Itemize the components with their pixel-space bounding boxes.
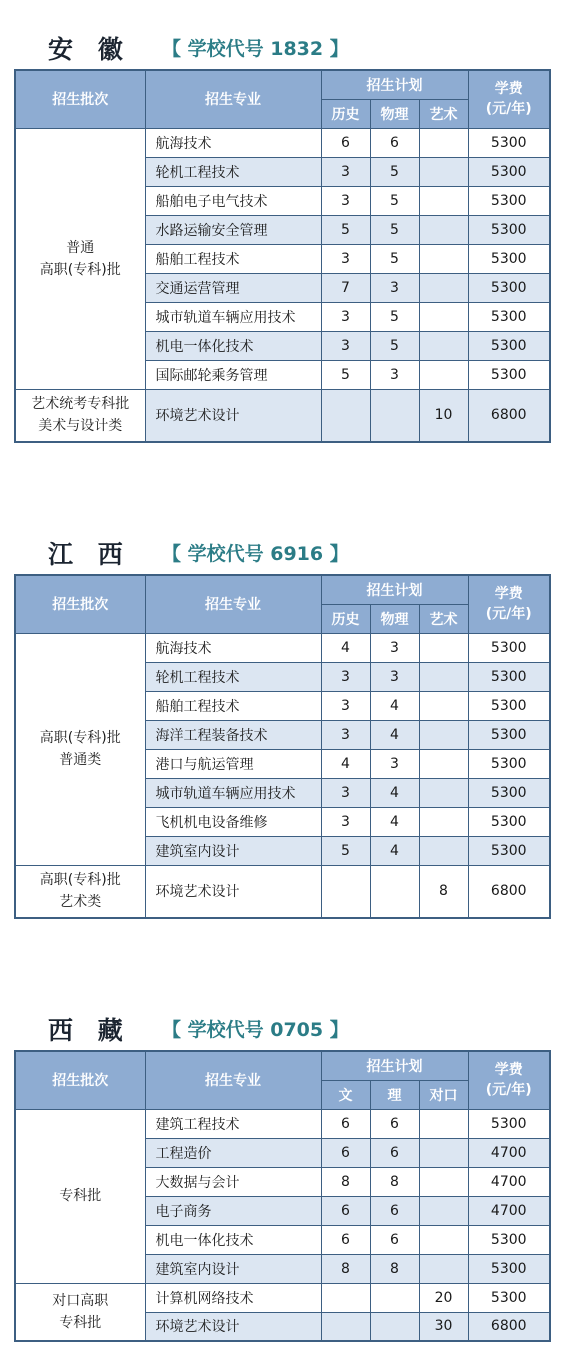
plan-cell-3: 20	[419, 1283, 468, 1312]
plan-cell-2: 8	[370, 1254, 419, 1283]
plan-cell-1: 6	[321, 128, 370, 157]
fee-cell: 5300	[468, 302, 550, 331]
plan-cell-2	[370, 865, 419, 918]
plan-cell-1	[321, 1283, 370, 1312]
plan-cell-3	[419, 244, 468, 273]
plan-cell-1: 3	[321, 331, 370, 360]
plan-cell-1: 3	[321, 720, 370, 749]
header-fee-label: 学费	[494, 1062, 523, 1079]
header-row	[15, 1051, 550, 1080]
header-fee	[468, 575, 550, 633]
plan-cell-3	[419, 128, 468, 157]
major-cell: 建筑室内设计	[145, 1254, 321, 1283]
plan-cell-2: 5	[370, 215, 419, 244]
fee-cell: 6800	[468, 389, 550, 442]
batch-line: 专科批	[59, 1188, 102, 1204]
header-plan-column: 物理	[370, 604, 419, 633]
plan-cell-3	[419, 1254, 468, 1283]
plan-cell-1: 4	[321, 633, 370, 662]
plan-cell-1: 6	[321, 1196, 370, 1225]
header-row	[15, 575, 550, 604]
major-cell: 轮机工程技术	[145, 157, 321, 186]
plan-cell-3	[419, 273, 468, 302]
plan-cell-2: 5	[370, 186, 419, 215]
major-cell: 工程造价	[145, 1138, 321, 1167]
plan-cell-2: 3	[370, 360, 419, 389]
plan-cell-2: 4	[370, 720, 419, 749]
plan-cell-3	[419, 331, 468, 360]
header-fee	[468, 70, 550, 128]
plan-cell-1: 5	[321, 360, 370, 389]
major-cell: 机电一体化技术	[145, 1225, 321, 1254]
major-cell: 大数据与会计	[145, 1167, 321, 1196]
fee-cell: 5300	[468, 749, 550, 778]
batch-line: 普通类	[59, 752, 102, 768]
plan-cell-3	[419, 1167, 468, 1196]
fee-cell: 5300	[468, 720, 550, 749]
plan-cell-1: 4	[321, 749, 370, 778]
header-plan-column: 艺术	[419, 99, 468, 128]
plan-cell-2: 4	[370, 691, 419, 720]
major-cell: 国际邮轮乘务管理	[145, 360, 321, 389]
table-row	[15, 1283, 550, 1312]
plan-cell-2: 4	[370, 778, 419, 807]
major-cell: 城市轨道车辆应用技术	[145, 778, 321, 807]
plan-cell-3	[419, 691, 468, 720]
fee-cell: 6800	[468, 1312, 550, 1341]
plan-cell-3: 10	[419, 389, 468, 442]
major-cell: 轮机工程技术	[145, 662, 321, 691]
plan-cell-2: 5	[370, 157, 419, 186]
plan-cell-3	[419, 778, 468, 807]
plan-cell-2: 4	[370, 836, 419, 865]
header-fee-unit: (元/年)	[485, 606, 532, 623]
plan-cell-3: 30	[419, 1312, 468, 1341]
fee-cell: 5300	[468, 273, 550, 302]
header-major: 招生专业	[145, 70, 321, 128]
school-code: 【 学校代号 0705 】	[162, 1019, 349, 1041]
plan-cell-2: 5	[370, 331, 419, 360]
plan-cell-1: 3	[321, 244, 370, 273]
plan-cell-3	[419, 1109, 468, 1138]
major-cell: 计算机网络技术	[145, 1283, 321, 1312]
plan-cell-3	[419, 1138, 468, 1167]
fee-cell: 5300	[468, 633, 550, 662]
plan-cell-2: 3	[370, 662, 419, 691]
plan-cell-1: 8	[321, 1254, 370, 1283]
header-fee-label: 学费	[494, 586, 523, 603]
plan-cell-1: 3	[321, 778, 370, 807]
plan-cell-2: 6	[370, 1225, 419, 1254]
header-plan-column: 物理	[370, 99, 419, 128]
fee-cell: 5300	[468, 244, 550, 273]
province-section	[0, 28, 565, 435]
batch-cell	[15, 1109, 145, 1283]
province-name: 西 藏	[48, 1016, 131, 1045]
fee-cell: 5300	[468, 778, 550, 807]
plan-cell-1: 5	[321, 215, 370, 244]
fee-cell: 5300	[468, 186, 550, 215]
plan-cell-3	[419, 720, 468, 749]
major-cell: 建筑室内设计	[145, 836, 321, 865]
batch-cell	[15, 389, 145, 442]
plan-cell-1: 3	[321, 662, 370, 691]
header-fee-unit: (元/年)	[485, 101, 532, 118]
fee-cell: 5300	[468, 1283, 550, 1312]
plan-cell-2	[370, 389, 419, 442]
plan-cell-2: 3	[370, 749, 419, 778]
plan-cell-2: 6	[370, 128, 419, 157]
plan-cell-3	[419, 836, 468, 865]
batch-line: 高职(专科)批	[39, 730, 121, 746]
plan-cell-1: 5	[321, 836, 370, 865]
batch-cell	[15, 633, 145, 865]
plan-cell-1	[321, 1312, 370, 1341]
batch-line: 艺术统考专科批	[31, 396, 130, 413]
header-plan-column: 历史	[321, 604, 370, 633]
plan-cell-1: 6	[321, 1225, 370, 1254]
table-row	[15, 1109, 550, 1138]
header-plan-column: 艺术	[419, 604, 468, 633]
major-cell: 环境艺术设计	[145, 1312, 321, 1341]
plan-cell-3	[419, 360, 468, 389]
plan-cell-3	[419, 157, 468, 186]
province-section	[0, 533, 565, 911]
school-code: 【 学校代号 6916 】	[162, 543, 349, 565]
province-name: 江 西	[48, 540, 131, 569]
plan-cell-2: 3	[370, 273, 419, 302]
major-cell: 船舶工程技术	[145, 244, 321, 273]
fee-cell: 5300	[468, 360, 550, 389]
header-major: 招生专业	[145, 1051, 321, 1109]
header-row	[15, 70, 550, 99]
table-row	[15, 128, 550, 157]
major-cell: 港口与航运管理	[145, 749, 321, 778]
plan-cell-2: 6	[370, 1138, 419, 1167]
batch-line: 对口高职	[52, 1292, 109, 1309]
major-cell: 海洋工程装备技术	[145, 720, 321, 749]
header-batch: 招生批次	[15, 575, 145, 633]
batch-cell	[15, 1283, 145, 1341]
fee-cell: 5300	[468, 662, 550, 691]
school-code: 【 学校代号 1832 】	[162, 38, 349, 60]
fee-cell: 6800	[468, 865, 550, 918]
plan-cell-2: 6	[370, 1109, 419, 1138]
fee-cell: 5300	[468, 1109, 550, 1138]
major-cell: 环境艺术设计	[145, 389, 321, 442]
fee-cell: 5300	[468, 157, 550, 186]
plan-cell-2	[370, 1283, 419, 1312]
major-cell: 环境艺术设计	[145, 865, 321, 918]
plan-cell-1: 3	[321, 691, 370, 720]
batch-line: 高职(专科)批	[39, 261, 121, 278]
fee-cell: 5300	[468, 1225, 550, 1254]
header-plan: 招生计划	[321, 575, 468, 604]
plan-cell-2: 8	[370, 1167, 419, 1196]
plan-cell-3	[419, 662, 468, 691]
batch-cell	[15, 128, 145, 389]
plan-cell-3	[419, 1196, 468, 1225]
fee-cell: 5300	[468, 1254, 550, 1283]
fee-cell: 5300	[468, 691, 550, 720]
plan-cell-1: 3	[321, 157, 370, 186]
major-cell: 水路运输安全管理	[145, 215, 321, 244]
plan-cell-1: 6	[321, 1109, 370, 1138]
fee-cell: 5300	[468, 215, 550, 244]
plan-cell-1: 6	[321, 1138, 370, 1167]
plan-cell-2: 5	[370, 302, 419, 331]
plan-cell-1: 3	[321, 186, 370, 215]
plan-cell-2	[370, 1312, 419, 1341]
major-cell: 船舶电子电气技术	[145, 186, 321, 215]
plan-cell-3	[419, 1225, 468, 1254]
header-batch: 招生批次	[15, 70, 145, 128]
plan-cell-1	[321, 389, 370, 442]
plan-cell-1: 3	[321, 807, 370, 836]
enrollment-table	[14, 69, 551, 443]
header-plan-column: 对口	[419, 1080, 468, 1109]
section-header	[0, 1009, 565, 1051]
plan-cell-3	[419, 302, 468, 331]
province-section	[0, 1009, 565, 1336]
plan-cell-3: 8	[419, 865, 468, 918]
batch-line: 专科批	[59, 1314, 102, 1331]
major-cell: 船舶工程技术	[145, 691, 321, 720]
plan-cell-3	[419, 807, 468, 836]
major-cell: 航海技术	[145, 128, 321, 157]
plan-cell-3	[419, 186, 468, 215]
fee-cell: 4700	[468, 1167, 550, 1196]
plan-cell-2: 4	[370, 807, 419, 836]
section-header	[0, 28, 565, 70]
plan-cell-1	[321, 865, 370, 918]
fee-cell: 5300	[468, 331, 550, 360]
major-cell: 城市轨道车辆应用技术	[145, 302, 321, 331]
province-name: 安 徽	[48, 35, 131, 64]
fee-cell: 5300	[468, 128, 550, 157]
header-plan-column: 历史	[321, 99, 370, 128]
header-fee	[468, 1051, 550, 1109]
header-major: 招生专业	[145, 575, 321, 633]
section-header	[0, 533, 565, 575]
plan-cell-1: 7	[321, 273, 370, 302]
table-row	[15, 389, 550, 442]
batch-line: 美术与设计类	[38, 418, 123, 435]
major-cell: 机电一体化技术	[145, 331, 321, 360]
major-cell: 航海技术	[145, 633, 321, 662]
plan-cell-3	[419, 215, 468, 244]
plan-cell-2: 6	[370, 1196, 419, 1225]
header-batch: 招生批次	[15, 1051, 145, 1109]
header-plan-column: 文	[321, 1080, 370, 1109]
plan-cell-2: 3	[370, 633, 419, 662]
major-cell: 交通运营管理	[145, 273, 321, 302]
fee-cell: 4700	[468, 1138, 550, 1167]
fee-cell: 5300	[468, 836, 550, 865]
enrollment-table	[14, 574, 551, 919]
enrollment-table	[14, 1050, 551, 1342]
major-cell: 建筑工程技术	[145, 1109, 321, 1138]
header-fee-unit: (元/年)	[485, 1082, 532, 1099]
batch-line: 高职(专科)批	[39, 872, 121, 889]
plan-cell-2: 5	[370, 244, 419, 273]
major-cell: 电子商务	[145, 1196, 321, 1225]
plan-cell-1: 3	[321, 302, 370, 331]
plan-cell-3	[419, 749, 468, 778]
major-cell: 飞机机电设备维修	[145, 807, 321, 836]
fee-cell: 4700	[468, 1196, 550, 1225]
header-fee-label: 学费	[494, 81, 523, 98]
fee-cell: 5300	[468, 807, 550, 836]
plan-cell-1: 8	[321, 1167, 370, 1196]
header-plan-column: 理	[370, 1080, 419, 1109]
batch-cell	[15, 865, 145, 918]
batch-line: 艺术类	[59, 894, 102, 911]
table-row	[15, 865, 550, 918]
batch-line: 普通	[66, 239, 95, 256]
header-plan: 招生计划	[321, 70, 468, 99]
plan-cell-3	[419, 633, 468, 662]
header-plan: 招生计划	[321, 1051, 468, 1080]
table-row	[15, 633, 550, 662]
